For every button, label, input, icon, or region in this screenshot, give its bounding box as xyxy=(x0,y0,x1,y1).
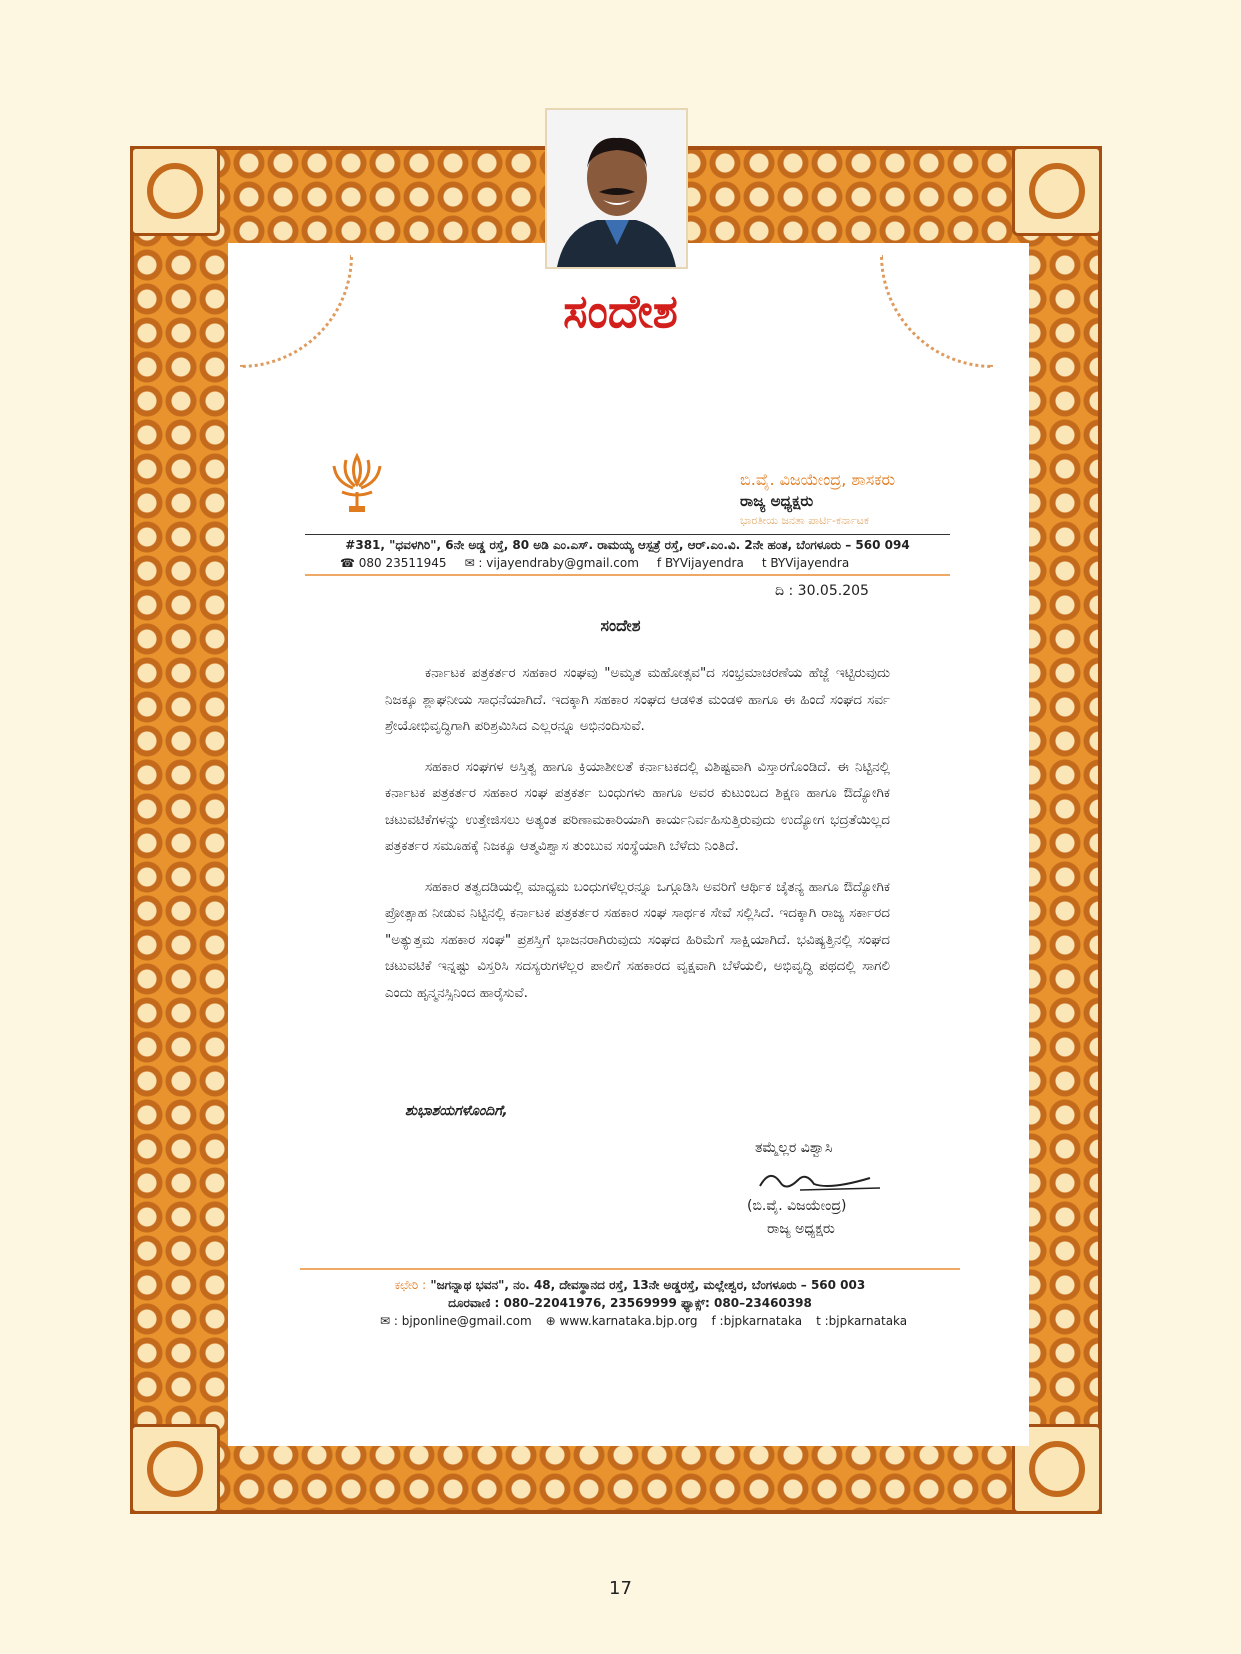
footer-office-address: "ಜಗನ್ನಾಥ ಭವನ", ನಂ. 48, ದೇವಸ್ಥಾನದ ರಸ್ತೆ, 13ನೇ ಅಡ್ಡರಸ್ತೆ, ಮಲ್ಲೇಶ್ವರ, ಬೆಂಗಳೂರು – 560 003 xyxy=(430,1278,866,1292)
letterhead-bottom-rule xyxy=(305,574,950,576)
footer-twitter: t :bjpkarnataka xyxy=(816,1314,908,1328)
frame-corner-top-right xyxy=(1012,146,1102,236)
letterhead-email: ✉ : vijayendraby@gmail.com xyxy=(464,556,639,570)
signature xyxy=(740,1160,890,1200)
letter-body xyxy=(385,660,890,1020)
footer-email: ✉ : bjponline@gmail.com xyxy=(380,1314,532,1328)
page-number: 17 xyxy=(609,1578,632,1599)
letter-date: ದಿ : 30.05.205 xyxy=(775,583,869,599)
letter-subject: ಸಂದೇಶ xyxy=(600,616,641,635)
letterhead-party: ಭಾರತೀಯ ಜನತಾ ಪಾರ್ಟಿ-ಕರ್ನಾಟಕ xyxy=(740,514,869,527)
letterhead-phone: ☎ 080 23511945 xyxy=(340,556,447,570)
footer-phones: ದೂರವಾಣಿ : 080–22041976, 23569999 ಫ್ಯಾಕ್ಸ್: 080–23460398 xyxy=(448,1296,812,1310)
footer-office xyxy=(300,1278,960,1293)
letterhead-name: ಬಿ.ವೈ. ವಿಜಯೇಂದ್ರ, ಶಾಸಕರು xyxy=(740,470,896,489)
signoff-line: ತಮ್ಮೆಲ್ಲರ ವಿಶ್ವಾಸಿ xyxy=(755,1140,833,1156)
signatory-designation: ರಾಜ್ಯ ಅಧ್ಯಕ್ಷರು xyxy=(767,1221,835,1237)
page-title: ಸಂದೇಶ xyxy=(563,284,678,338)
letterhead-divider xyxy=(305,534,950,535)
signatory-name: (ಬಿ.ವೈ. ವಿಜಯೇಂದ್ರ) xyxy=(747,1198,847,1214)
paragraph: ಸಹಕಾರ ಸಂಘಗಳ ಅಸ್ತಿತ್ವ ಹಾಗೂ ಕ್ರಿಯಾಶೀಲತೆ ಕರ್ನಾಟಕದಲ್ಲಿ ವಿಶಿಷ್ಟವಾಗಿ ವಿಸ್ತಾರಗೊಂಡಿದೆ. ಈ ನಿಟ್ಟಿನಲ್ಲಿ ಕರ್ನಾಟಕ ಪತ್ರಕರ್ತರ ಸಹಕಾರ ಸಂಘ ಪತ್ರಕರ್ತ ಬಂಧುಗಳು ಹಾಗೂ ಅವರ ಕುಟುಂಬದ ಶಿಕ್ಷಣ ಹಾಗೂ ಔದ್ಯೋಗಿಕ ಚಟುವಟಿಕೆಗಳನ್ನು ಉತ್ತೇಜಿಸಲು ಅತ್ಯಂತ ಪರಿಣಾಮಕಾರಿಯಾಗಿ ಕಾರ್ಯನಿರ್ವಹಿಸುತ್ತಿರುವುದು ಉದ್ಯೋಗ ಭದ್ರತೆಯಿಲ್ಲದ ಪತ್ರಕರ್ತರ ಸಮೂಹಕ್ಕೆ ನಿಜಕ್ಕೂ ಆತ್ಮವಿಶ್ವಾಸ ತುಂಬುವ ಸಂಸ್ಥೆಯಾಗಿ ಬೆಳೆದು ನಿಂತಿದೆ. xyxy=(385,758,890,854)
footer-office-label: ಕಛೇರಿ : xyxy=(394,1278,427,1292)
letterhead-designation: ರಾಜ್ಯ ಅಧ್ಯಕ್ಷರು xyxy=(740,492,814,510)
letterhead-facebook: f BYVijayendra xyxy=(656,556,744,570)
portrait-photo xyxy=(545,108,688,269)
letterhead-right xyxy=(740,470,940,528)
footer-facebook: f :bjpkarnataka xyxy=(711,1314,803,1328)
footer-website: ⊕ www.karnataka.bjp.org xyxy=(545,1314,698,1328)
greeting: ಶುಭಾಶಯಗಳೊಂದಿಗೆ, xyxy=(405,1103,508,1119)
lotus-logo-icon xyxy=(322,448,392,518)
frame-corner-bottom-left xyxy=(130,1424,220,1514)
paragraph: ಸಹಕಾರ ತತ್ವದಡಿಯಲ್ಲಿ ಮಾಧ್ಯಮ ಬಂಧುಗಳೆಲ್ಲರನ್ನೂ ಒಗ್ಗೂಡಿಸಿ ಅವರಿಗೆ ಆರ್ಥಿಕ ಚೈತನ್ಯ ಹಾಗೂ ಔದ್ಯೋಗಿಕ ಪ್ರೋತ್ಸಾಹ ನೀಡುವ ನಿಟ್ಟಿನಲ್ಲಿ ಕರ್ನಾಟಕ ಪತ್ರಕರ್ತರ ಸಹಕಾರ ಸಂಘ ಸಾರ್ಥಕ ಸೇವೆ ಸಲ್ಲಿಸಿದೆ. ಇದಕ್ಕಾಗಿ ರಾಜ್ಯ ಸರ್ಕಾರದ "ಅತ್ಯುತ್ತಮ ಸಹಕಾರ ಸಂಘ" ಪ್ರಶಸ್ತಿಗೆ ಭಾಜನರಾಗಿರುವುದು ಸಂಘದ ಹಿರಿಮೆಗೆ ಸಾಕ್ಷಿಯಾಗಿದೆ. ಭವಿಷ್ಯತ್ತಿನಲ್ಲಿ ಸಂಘದ ಚಟುವಟಿಕೆ ಇನ್ನಷ್ಟು ವಿಸ್ತರಿಸಿ ಸದಸ್ಯರುಗಳೆಲ್ಲರ ಪಾಲಿಗೆ ಸಹಕಾರದ ವೃಕ್ಷವಾಗಿ ಬೆಳೆಯಲಿ, ಅಭಿವೃದ್ಧಿ ಪಥದಲ್ಲಿ ಸಾಗಲಿ ಎಂದು ಹೃನ್ಮನಸ್ಸಿನಿಂದ ಹಾರೈಸುವೆ. xyxy=(385,878,890,1001)
letterhead-contacts xyxy=(340,556,940,570)
footer-contacts xyxy=(380,1314,940,1328)
frame-corner-top-left xyxy=(130,146,220,236)
footer-rule xyxy=(300,1268,960,1270)
letterhead-address: #381, "ಧವಳಗಿರಿ", 6ನೇ ಅಡ್ಡ ರಸ್ತೆ, 80 ಅಡಿ ಎಂ.ಎಸ್. ರಾಮಯ್ಯ ಆಸ್ಪತ್ರೆ ರಸ್ತೆ, ಆರ್.ಎಂ.ವಿ. 2ನೇ ಹಂತ, ಬೆಂಗಳೂರು – 560 094 xyxy=(345,538,910,552)
paragraph: ಕರ್ನಾಟಕ ಪತ್ರಕರ್ತರ ಸಹಕಾರ ಸಂಘವು "ಅಮೃತ ಮಹೋತ್ಸವ"ದ ಸಂಭ್ರಮಾಚರಣೆಯ ಹೆಜ್ಜೆ ಇಟ್ಟಿರುವುದು ನಿಜಕ್ಕೂ ಶ್ಲಾಘನೀಯ ಸಾಧನೆಯಾಗಿದೆ. ಇದಕ್ಕಾಗಿ ಸಹಕಾರ ಸಂಘದ ಆಡಳಿತ ಮಂಡಳಿ ಹಾಗೂ ಈ ಹಿಂದೆ ಸಂಘದ ಸರ್ವ ಶ್ರೇಯೋಭಿವೃದ್ಧಿಗಾಗಿ ಪರಿಶ್ರಮಿಸಿದ ಎಲ್ಲರನ್ನೂ ಅಭಿನಂದಿಸುವೆ. xyxy=(385,665,890,734)
letterhead-twitter: t BYVijayendra xyxy=(761,556,850,570)
